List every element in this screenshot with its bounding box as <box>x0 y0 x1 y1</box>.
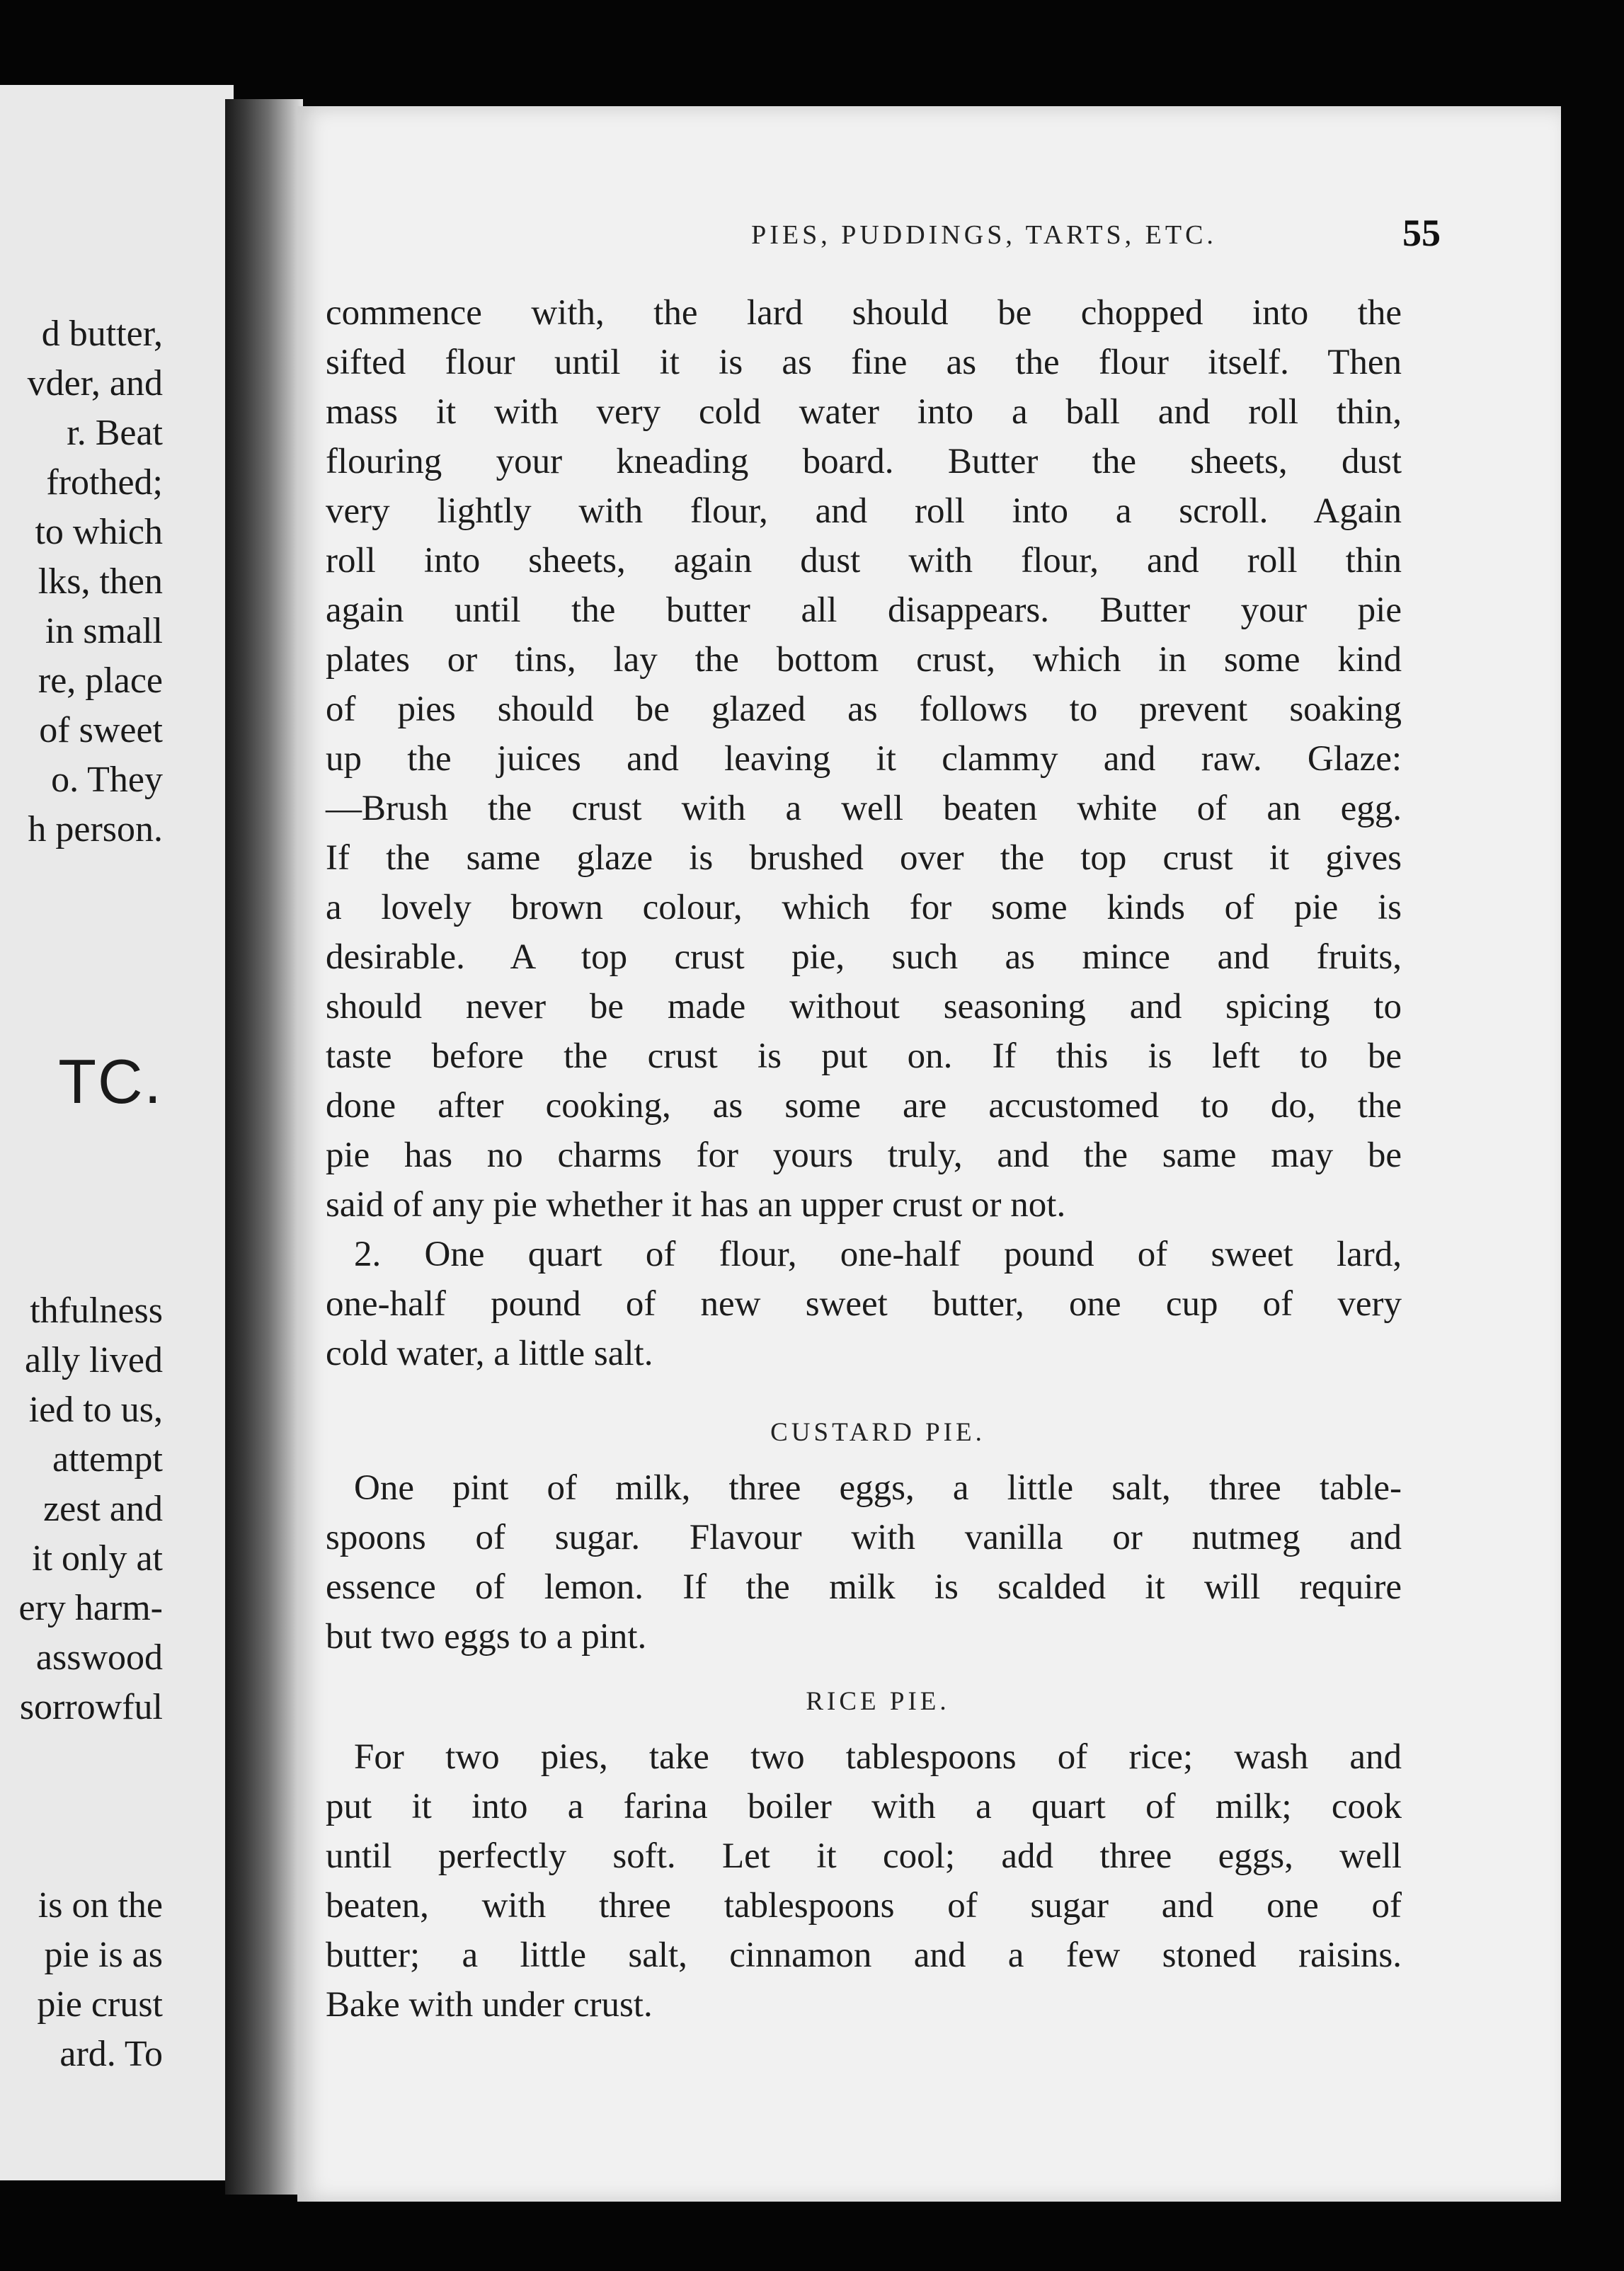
left-section-heading: TC. <box>58 1046 163 1116</box>
left-line: asswood <box>35 1637 163 1678</box>
text-line: Bake with under crust. <box>326 1985 653 2025</box>
left-line: in small <box>45 611 163 651</box>
left-line: ied to us, <box>28 1390 163 1430</box>
running-header: PIES, PUDDINGS, TARTS, ETC. <box>751 220 1217 250</box>
text-line: For two pies, take two tablespoons of rice; wash and <box>354 1737 1402 1777</box>
left-line: of sweet <box>39 710 163 750</box>
text-line: spoons of sugar. Flavour with vanilla or nutmeg and <box>326 1518 1402 1557</box>
left-line: zest and <box>43 1489 163 1529</box>
text-line: If the same glaze is brushed over the top crust it gives <box>326 838 1402 878</box>
text-line: again until the butter all disappears. Butter your pie <box>326 590 1402 630</box>
text-line: —Brush the crust with a well beaten white of an egg. <box>326 789 1402 828</box>
text-line: One pint of milk, three eggs, a little salt, three table- <box>354 1468 1402 1508</box>
page-number: 55 <box>1402 212 1441 254</box>
left-page-fragment <box>0 85 234 2180</box>
left-line: r. Beat <box>67 413 163 453</box>
left-line: lks, then <box>38 561 163 602</box>
left-line: o. They <box>51 760 163 800</box>
text-line: roll into sheets, again dust with flour, and roll thin <box>326 541 1402 580</box>
text-line: butter; a little salt, cinnamon and a few stoned raisins. <box>326 1935 1402 1975</box>
text-line: pie has no charms for yours truly, and the same may be <box>326 1136 1402 1175</box>
left-line: thfulness <box>30 1291 163 1331</box>
text-line: sifted flour until it is as fine as the flour itself. Then <box>326 343 1402 382</box>
left-line: re, place <box>38 660 163 701</box>
text-line: flouring your kneading board. Butter the sheets, dust <box>326 442 1402 481</box>
book-gutter-shadow <box>225 99 303 2195</box>
custard-pie-heading: CUSTARD PIE. <box>770 1418 985 1447</box>
text-line: of pies should be glazed as follows to prevent soaking <box>326 690 1402 729</box>
text-line: desirable. A top crust pie, such as mince and fruits, <box>326 937 1402 977</box>
left-line: is on the <box>38 1885 163 1926</box>
text-line: taste before the crust is put on. If this is left to be <box>326 1036 1402 1076</box>
left-line: ery harm- <box>18 1588 163 1628</box>
text-line: 2. One quart of flour, one-half pound of sweet lard, <box>354 1235 1402 1274</box>
left-line: it only at <box>32 1538 163 1579</box>
text-line: until perfectly soft. Let it cool; add three eggs, well <box>326 1836 1402 1876</box>
text-line: very lightly with flour, and roll into a scroll. Again <box>326 491 1402 531</box>
left-line: attempt <box>52 1439 163 1480</box>
left-line: ard. To <box>59 2034 163 2074</box>
left-line: sorrowful <box>19 1687 163 1727</box>
rice-pie-heading: RICE PIE. <box>806 1687 950 1716</box>
left-line: h person. <box>28 809 163 850</box>
text-line: but two eggs to a pint. <box>326 1617 647 1657</box>
left-line: pie crust <box>37 1984 163 2025</box>
left-line: frothed; <box>46 462 163 503</box>
left-line: vder, and <box>27 363 163 404</box>
text-line: put it into a farina boiler with a quart of milk; cook <box>326 1787 1402 1826</box>
text-line: plates or tins, lay the bottom crust, which in some kind <box>326 640 1402 680</box>
text-line: done after cooking, as some are accustomed to do, the <box>326 1086 1402 1126</box>
text-line: essence of lemon. If the milk is scalded it will require <box>326 1567 1402 1607</box>
left-line: to which <box>35 512 163 552</box>
text-line: commence with, the lard should be chopped into the <box>326 293 1402 333</box>
text-line: should never be made without seasoning and spicing to <box>326 987 1402 1026</box>
right-page <box>297 106 1561 2202</box>
left-line: d butter, <box>41 314 163 354</box>
text-line: one-half pound of new sweet butter, one cup of very <box>326 1284 1402 1324</box>
text-line: said of any pie whether it has an upper crust or not. <box>326 1185 1066 1225</box>
left-line: ally lived <box>25 1340 163 1380</box>
text-line: mass it with very cold water into a ball and roll thin, <box>326 392 1402 432</box>
text-line: cold water, a little salt. <box>326 1334 653 1373</box>
text-line: beaten, with three tablespoons of sugar and one of <box>326 1886 1402 1926</box>
text-line: up the juices and leaving it clammy and raw. Glaze: <box>326 739 1402 779</box>
left-line: pie is as <box>44 1935 163 1975</box>
text-line: a lovely brown colour, which for some kinds of pie is <box>326 888 1402 927</box>
